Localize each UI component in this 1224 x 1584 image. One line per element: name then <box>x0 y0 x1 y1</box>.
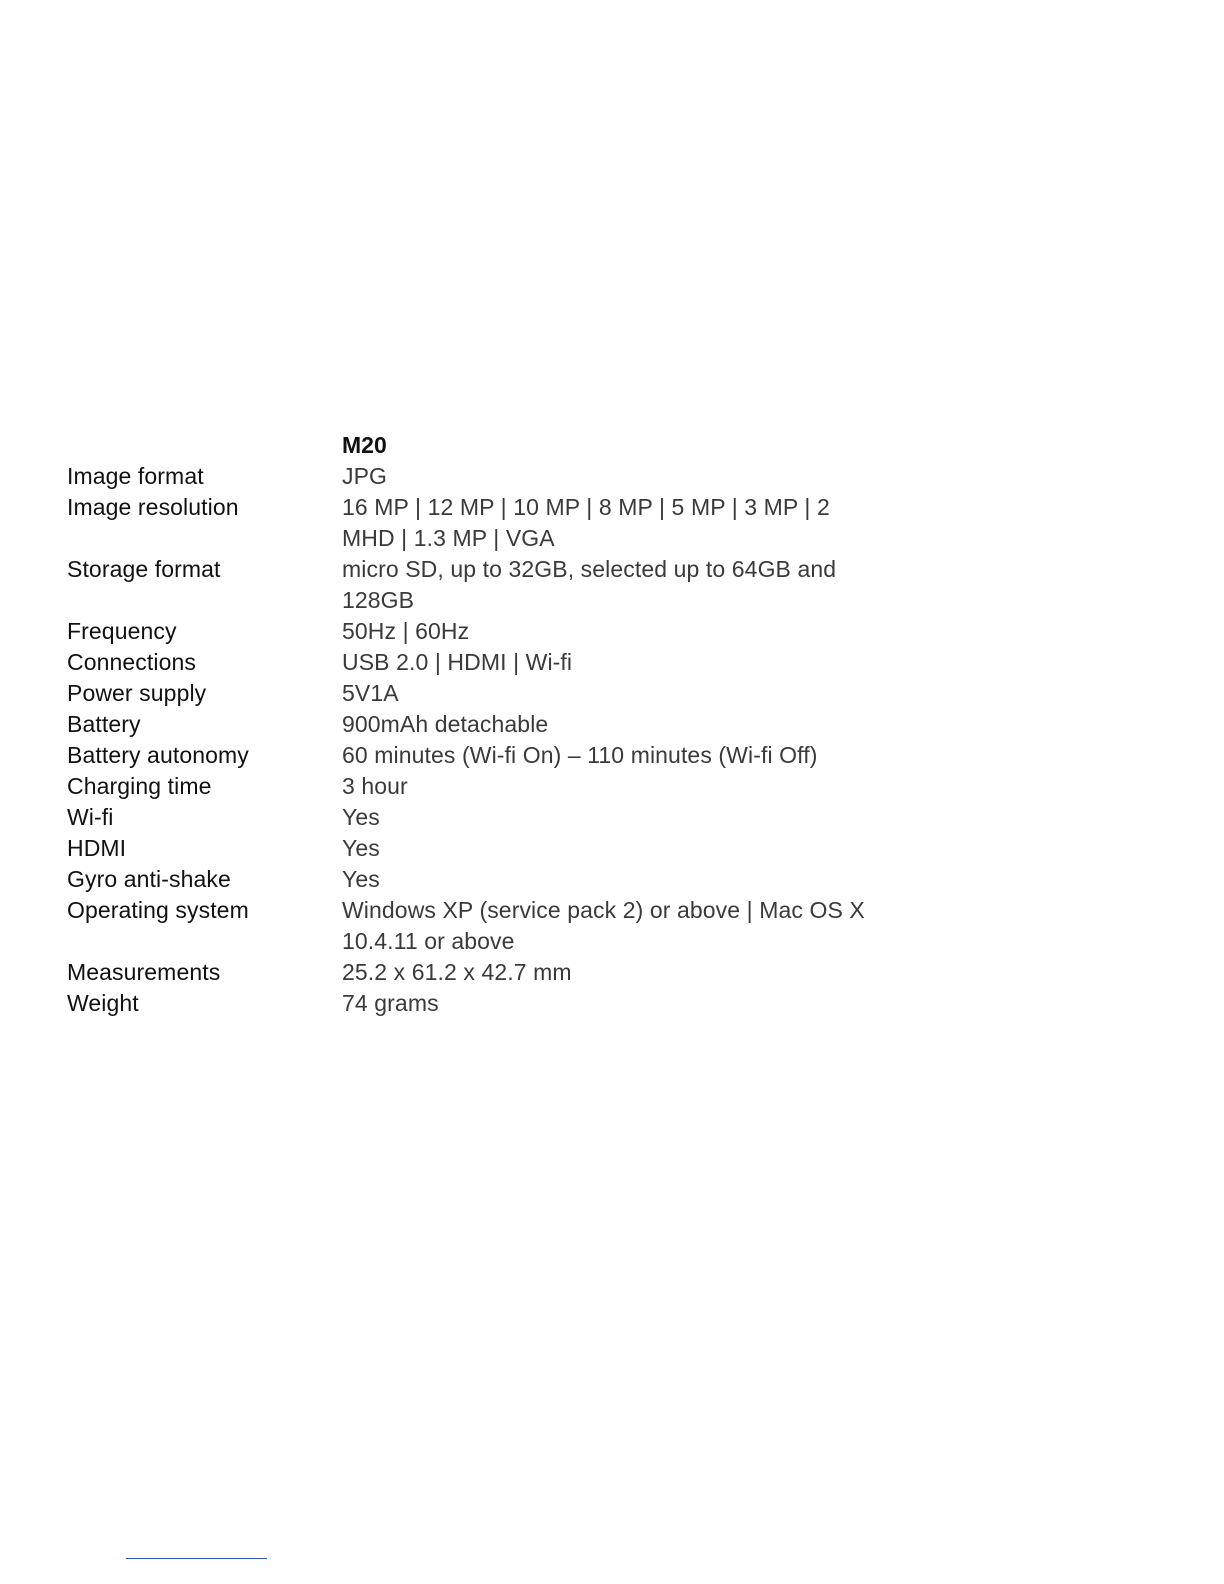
spec-value: USB 2.0 | HDMI | Wi-fi <box>342 649 573 675</box>
spec-row-storage-format <box>67 554 887 616</box>
spec-label: Image format <box>67 463 204 489</box>
spec-row-weight <box>67 988 887 1019</box>
spec-label: Gyro anti-shake <box>67 866 231 892</box>
spec-label: Storage format <box>67 556 221 582</box>
spec-value: 50Hz | 60Hz <box>342 618 470 644</box>
spec-value: 900mAh detachable <box>342 711 549 737</box>
spec-label: Image resolution <box>67 494 239 520</box>
spec-row-connections <box>67 647 887 678</box>
spec-value: micro SD, up to 32GB, selected up to 64GB and 128GB <box>342 556 837 613</box>
spec-row-operating-system <box>67 895 887 957</box>
spec-row-image-resolution <box>67 492 887 554</box>
spec-row-frequency <box>67 616 887 647</box>
spec-row-battery <box>67 709 887 740</box>
spec-row-image-format <box>67 461 887 492</box>
spec-label: Wi-fi <box>67 804 114 830</box>
spec-value: 5V1A <box>342 680 399 706</box>
spec-label: Power supply <box>67 680 207 706</box>
spec-label: HDMI <box>67 835 127 861</box>
spec-value: JPG <box>342 463 388 489</box>
spec-value: 60 minutes (Wi-fi On) – 110 minutes (Wi-fi Off) <box>342 742 818 768</box>
spec-value: 74 grams <box>342 990 439 1016</box>
spec-label: Frequency <box>67 618 177 644</box>
model-title: M20 <box>342 432 387 458</box>
spec-row-charging-time <box>67 771 887 802</box>
spec-value: Yes <box>342 804 380 830</box>
spec-value: 3 hour <box>342 773 408 799</box>
spec-label: Battery <box>67 711 141 737</box>
footer-divider <box>126 1558 267 1559</box>
spec-value: Yes <box>342 866 380 892</box>
model-header-row <box>67 430 887 461</box>
spec-label: Charging time <box>67 773 212 799</box>
spec-row-power-supply <box>67 678 887 709</box>
spec-row-battery-autonomy <box>67 740 887 771</box>
spec-row-measurements <box>67 957 887 988</box>
spec-value: Yes <box>342 835 380 861</box>
spec-row-hdmi <box>67 833 887 864</box>
spec-value: 16 MP | 12 MP | 10 MP | 8 MP | 5 MP | 3 MP | 2 MHD | 1.3 MP | VGA <box>342 494 830 551</box>
spec-value: 25.2 x 61.2 x 42.7 mm <box>342 959 572 985</box>
spec-label: Connections <box>67 649 196 675</box>
spec-label: Measurements <box>67 959 221 985</box>
spec-row-gyro-anti-shake <box>67 864 887 895</box>
spec-value: Windows XP (service pack 2) or above | Mac OS X 10.4.11 or above <box>342 897 865 954</box>
spec-label: Operating system <box>67 897 249 923</box>
spec-table <box>67 430 887 1019</box>
spec-label: Weight <box>67 990 139 1016</box>
spec-label: Battery autonomy <box>67 742 249 768</box>
spec-row-wifi <box>67 802 887 833</box>
